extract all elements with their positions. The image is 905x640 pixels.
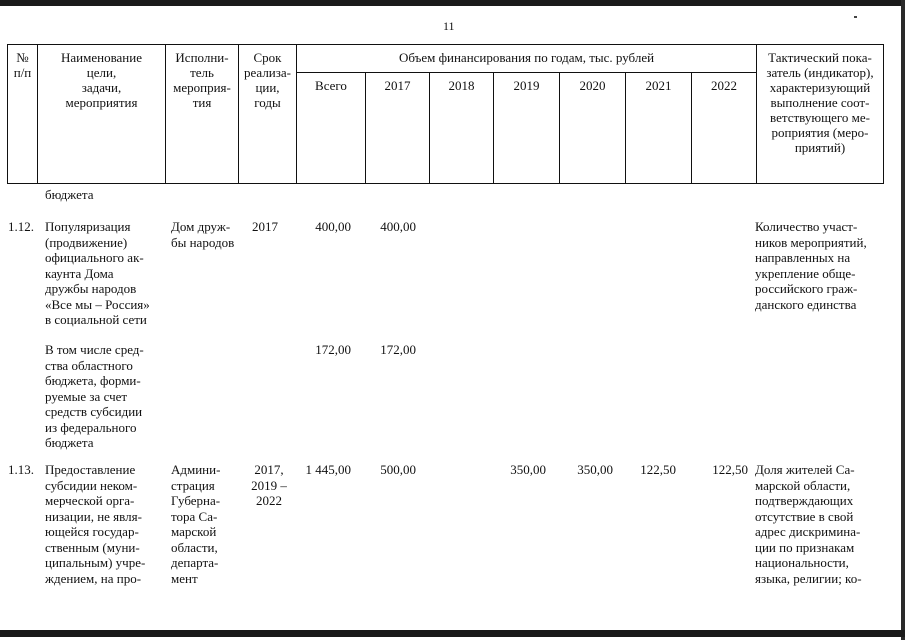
table-header <box>7 44 884 184</box>
row-total: 172,00 <box>315 342 351 357</box>
row-term: 2017 <box>252 219 278 234</box>
row-indicator: Количество участ- ников мероприятий, направленных на укрепление обще- российского граж- данского единства <box>755 219 867 312</box>
header-right-border <box>883 44 884 184</box>
scan-right-border <box>901 0 905 640</box>
header-col-executor: Исполни- тель мероприя- тия <box>173 50 231 110</box>
row-2021: 122,50 <box>640 462 676 477</box>
row-number: 1.12. <box>8 219 34 234</box>
row-2017: 172,00 <box>380 342 416 357</box>
row-2017: 500,00 <box>380 462 416 477</box>
header-col-funding: Объем финансирования по годам, тыс. рублей <box>398 50 655 65</box>
row-total: 1 445,00 <box>305 462 351 477</box>
header-subcol-2018: 2018 <box>448 78 475 93</box>
row-name: Популяризация (продвижение) официального ак- каунта Дома дружбы народов «Все мы – Россия» в социальной сети <box>45 219 150 327</box>
header-subcol-2020: 2020 <box>579 78 606 93</box>
header-subcol-total: Всего <box>315 78 347 93</box>
header-bottom-border <box>7 183 884 184</box>
row-name: Предоставление субсидии неком- мерческой орга- низации, не явля- ющейся государ- ственным (муни- ципальным) учре- ждением, на про- <box>45 462 146 586</box>
row-executor: Дом друж- бы народов <box>171 219 235 250</box>
row-number: 1.13. <box>8 462 34 477</box>
row-2019: 350,00 <box>510 462 546 477</box>
row-2020: 350,00 <box>577 462 613 477</box>
row-indicator: Доля жителей Са- марской области, подтверждающих отсутствие в свой адрес дискримина- ции по признакам национальности, языка, религии; ко- <box>755 462 862 586</box>
header-col-number: № п/п <box>13 50 32 80</box>
row-executor: Админи- страция Губерна- тора Са- марской области, департа- мент <box>171 462 221 586</box>
header-col-indicator: Тактический пока- затель (индикатор), характеризующий выполнение соот- ветствующего ме- роприятия (меро- приятий) <box>766 50 874 155</box>
header-subcol-2019: 2019 <box>513 78 540 93</box>
row-total: 400,00 <box>315 219 351 234</box>
row-term: 2017, 2019 – 2022 <box>251 462 287 508</box>
row-2022: 122,50 <box>712 462 748 477</box>
header-subcol-2017: 2017 <box>384 78 411 93</box>
continuation-text: бюджета <box>45 187 94 202</box>
page-number: 11 <box>443 19 455 33</box>
header-top-border <box>7 44 884 45</box>
header-col-name: Наименование цели, задачи, мероприятия <box>61 50 142 110</box>
scan-top-border <box>0 0 905 6</box>
header-col-term: Срок реализа- ции, годы <box>244 50 291 110</box>
row-2017: 400,00 <box>380 219 416 234</box>
header-subcol-2021: 2021 <box>645 78 672 93</box>
header-subcol-2022: 2022 <box>711 78 737 93</box>
scan-bottom-border <box>0 630 905 637</box>
scan-speck <box>854 16 857 18</box>
col-divider <box>296 44 297 184</box>
row-name: В том числе сред- ства областного бюджета, форми- руемые за счет средств субсидии из федерального бюджета <box>45 342 144 450</box>
